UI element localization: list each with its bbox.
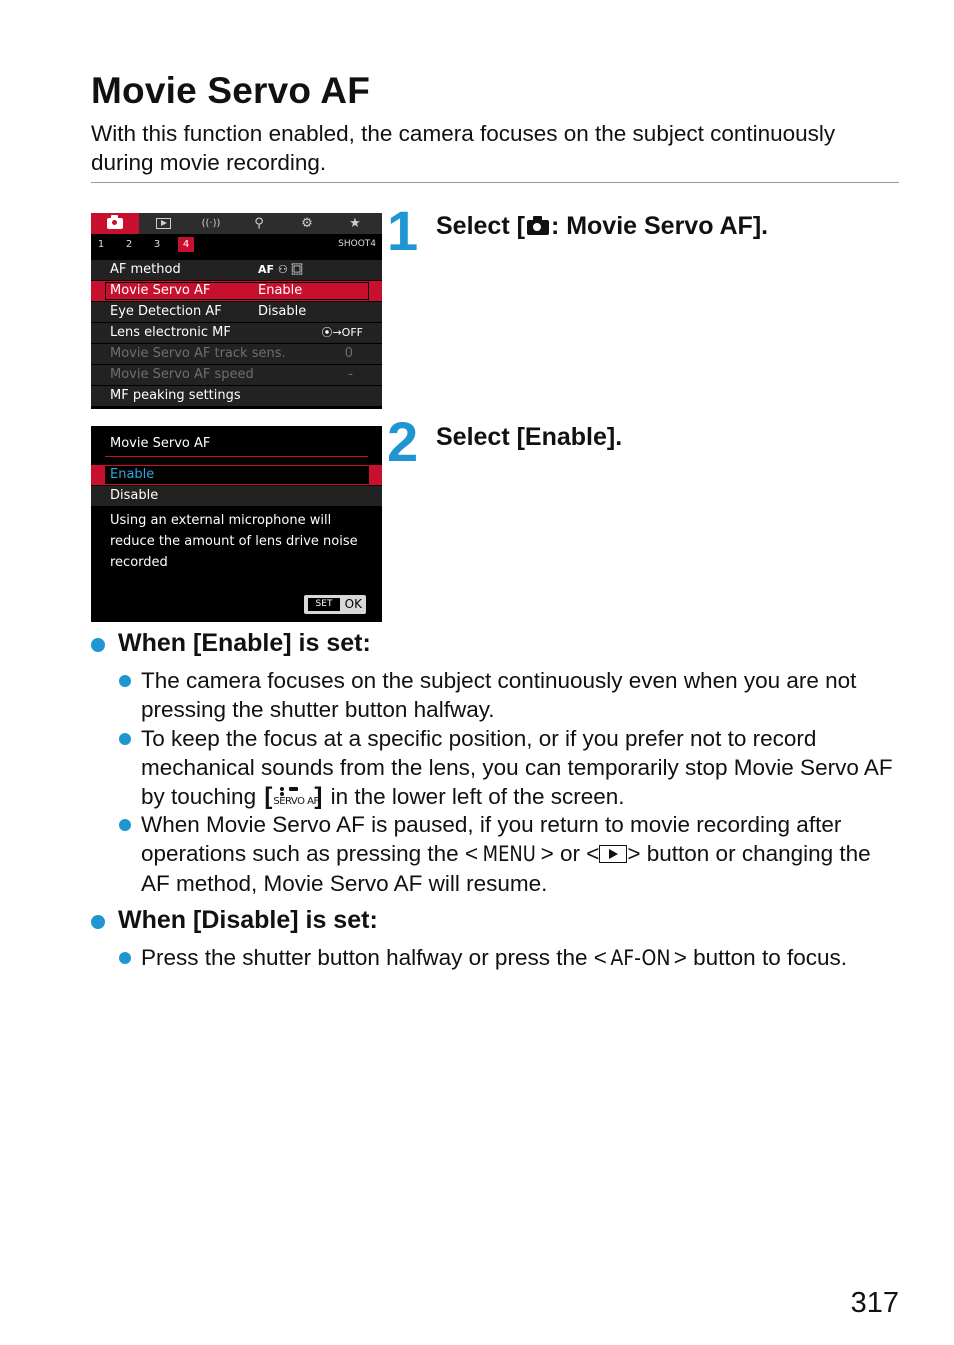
menu-row-servo-af-speed bbox=[91, 365, 382, 385]
shoot-label: SHOOT4 bbox=[338, 239, 376, 249]
menu-row-label: Movie Servo AF track sens. bbox=[110, 346, 286, 361]
af-on-button-icon: AF-ON bbox=[610, 946, 671, 970]
bullet-icon bbox=[119, 952, 131, 964]
item-text: Press the shutter button halfway or press the < bbox=[141, 945, 607, 970]
screen-note: Using an external microphone will reduce the amount of lens drive noise recorded bbox=[110, 513, 358, 570]
step-2-text: Select [Enable]. bbox=[436, 423, 623, 451]
heading-text: When [Enable] is set: bbox=[118, 629, 371, 657]
ok-label: OK bbox=[344, 597, 362, 611]
header-divider bbox=[105, 456, 368, 457]
option-label: Enable bbox=[110, 467, 155, 482]
play-icon bbox=[156, 218, 171, 229]
camera-menu-screen bbox=[91, 213, 382, 409]
menu-row-value: Disable bbox=[258, 304, 307, 319]
menu-row-movie-servo-af[interactable] bbox=[91, 281, 382, 301]
menu-row-mf-peaking[interactable] bbox=[91, 386, 382, 406]
step-1-text-before: Select [ bbox=[436, 212, 525, 240]
option-enable[interactable] bbox=[91, 465, 382, 485]
set-label: SET bbox=[308, 598, 340, 611]
camera-icon bbox=[527, 220, 549, 235]
step-1-text bbox=[436, 212, 768, 241]
page-number: 317 bbox=[850, 1287, 899, 1319]
intro-text: With this function enabled, the camera focuses on the subject continuously during movie recording. bbox=[91, 121, 836, 175]
subtab-1[interactable]: 1 bbox=[97, 239, 105, 250]
disable-item-1 bbox=[141, 943, 899, 973]
movie-servo-af-screen bbox=[91, 426, 382, 622]
option-disable[interactable] bbox=[91, 486, 382, 506]
enable-item-2 bbox=[141, 724, 899, 811]
item-text: When Movie Servo AF is paused, if you return to movie recording after operations such as pressing the < bbox=[141, 812, 842, 866]
menu-row-af-method[interactable] bbox=[91, 260, 382, 280]
item-text: > or < bbox=[540, 841, 600, 866]
servo-af-pause-icon: [ SERVO AF ] bbox=[264, 783, 323, 810]
camera-icon bbox=[107, 218, 123, 229]
enable-item-3 bbox=[141, 810, 899, 898]
menu-row-label: MF peaking settings bbox=[110, 388, 241, 403]
step-1-text-after: : Movie Servo AF]. bbox=[550, 212, 769, 240]
wrench-icon: ⚲ bbox=[254, 216, 264, 231]
wireless-icon: ((·)) bbox=[201, 218, 221, 229]
tab-my-menu[interactable] bbox=[331, 213, 379, 234]
tab-playback[interactable] bbox=[139, 213, 187, 234]
star-icon: ★ bbox=[349, 216, 361, 231]
bullet-icon bbox=[119, 675, 131, 687]
menu-row-value: Enable bbox=[258, 283, 303, 298]
screen-header: Movie Servo AF bbox=[110, 436, 211, 451]
tab-wireless[interactable] bbox=[187, 213, 235, 234]
menu-row-label: Movie Servo AF speed bbox=[110, 367, 254, 382]
set-ok-button[interactable] bbox=[304, 595, 366, 614]
menu-row-label: Movie Servo AF bbox=[110, 283, 211, 298]
subtab-4[interactable]: 4 bbox=[178, 237, 194, 252]
menu-row-label: AF method bbox=[110, 262, 181, 277]
menu-row-lens-electronic-mf[interactable] bbox=[91, 323, 382, 343]
bullet-icon bbox=[91, 638, 105, 652]
item-text: The camera focuses on the subject continuously even when you are not pressing the shutter button halfway. bbox=[141, 668, 857, 722]
custom-icon: ⚙ bbox=[301, 216, 313, 231]
title-divider bbox=[91, 182, 899, 183]
menu-row-eye-detection-af[interactable] bbox=[91, 302, 382, 322]
heading-text: When [Disable] is set: bbox=[118, 906, 378, 934]
servo-af-label: SERVO AF bbox=[273, 796, 319, 807]
menu-row-track-sens bbox=[91, 344, 382, 364]
bullet-icon bbox=[91, 915, 105, 929]
bullet-icon bbox=[119, 819, 131, 831]
menu-tab-bar bbox=[91, 213, 382, 234]
subtab-3[interactable]: 3 bbox=[153, 239, 161, 250]
menu-row-label: Eye Detection AF bbox=[110, 304, 222, 319]
item-text: > button to focus. bbox=[673, 945, 847, 970]
menu-subtab-bar bbox=[91, 234, 382, 255]
item-text: in the lower left of the screen. bbox=[330, 784, 625, 809]
option-label: Disable bbox=[110, 488, 159, 503]
item-text: > button or changing the AF method, Movie Servo AF will resume. bbox=[141, 841, 871, 896]
mf-off-icon: ⦿→OFF bbox=[321, 326, 363, 339]
menu-row-value: 0 bbox=[344, 346, 353, 361]
bullet-icon bbox=[119, 733, 131, 745]
subtab-2[interactable]: 2 bbox=[125, 239, 133, 250]
step-number-2: 2 bbox=[387, 410, 419, 473]
enable-item-1 bbox=[141, 666, 899, 724]
item-text: To keep the focus at a specific position, or if you prefer not to record mechanical sounds from the lens, you can temporarily stop Movie Servo AF by touching bbox=[141, 726, 893, 809]
tab-custom[interactable] bbox=[283, 213, 331, 234]
menu-button-icon: MENU bbox=[482, 842, 536, 866]
menu-row-value: - bbox=[348, 367, 353, 382]
tab-setup[interactable] bbox=[235, 213, 283, 234]
page-title: Movie Servo AF bbox=[91, 70, 370, 111]
menu-row-label: Lens electronic MF bbox=[110, 325, 231, 340]
tab-shooting[interactable] bbox=[91, 213, 139, 234]
af-method-icon: AF ⚇ ⿴ bbox=[258, 263, 303, 276]
step-number-1: 1 bbox=[387, 199, 419, 262]
playback-button-icon bbox=[599, 845, 627, 863]
